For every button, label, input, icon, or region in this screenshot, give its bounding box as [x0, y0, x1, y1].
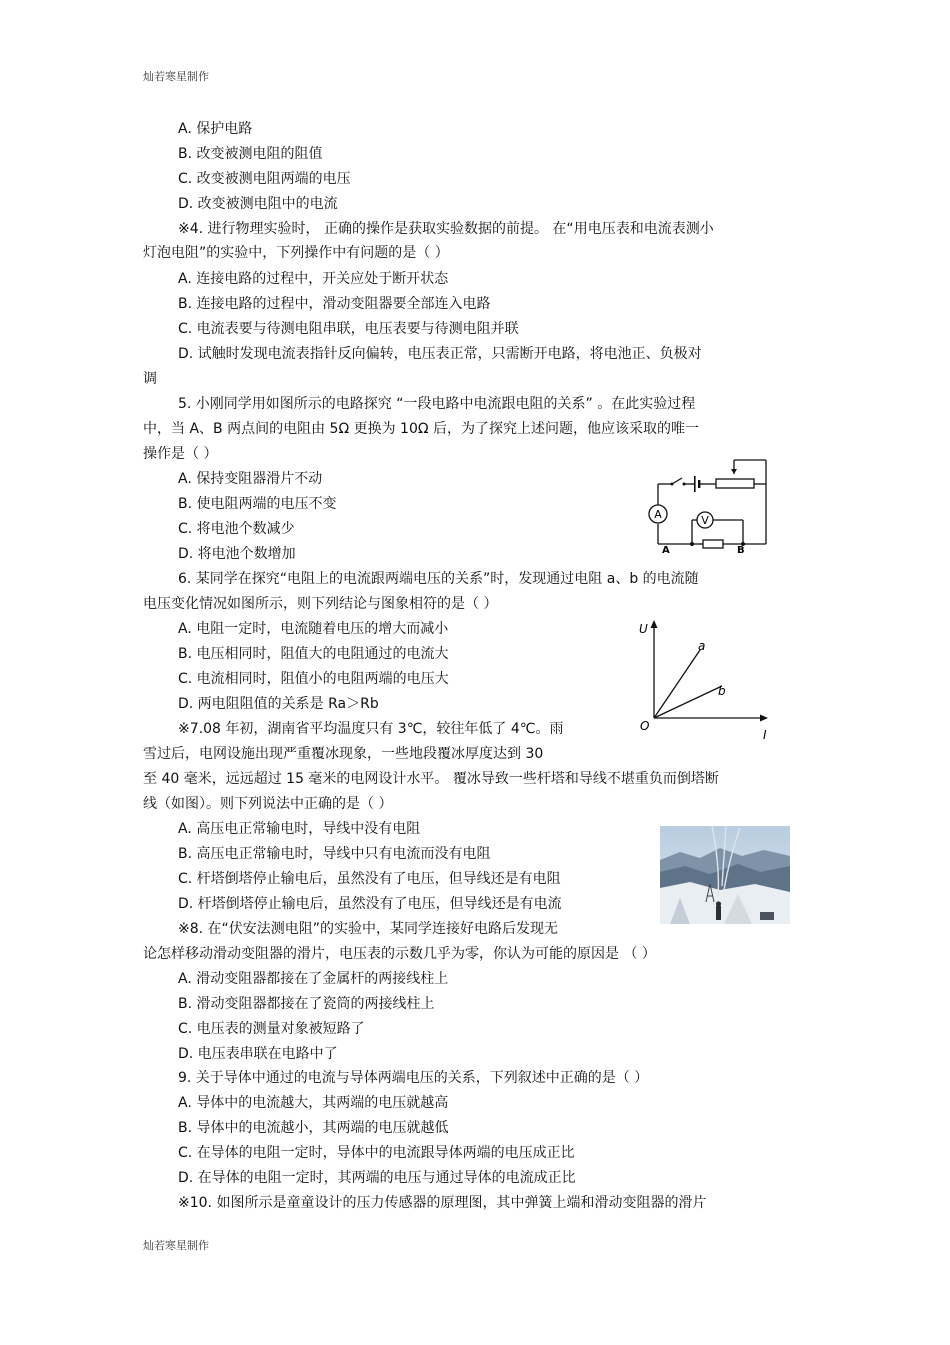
q9-option-d: D. 在导体的电阻一定时，其两端的电压与通过导体的电流成正比	[178, 1170, 576, 1186]
q5-stem-cont2: 操作是（ ）	[143, 446, 218, 462]
q6-option-d: D. 两电阻阻值的关系是 Ra＞Rb	[178, 696, 379, 712]
q6-stem: 6. 某同学在探究“电阻上的电流跟两端电压的关系”时，发现通过电阻 a、b 的电流随	[178, 571, 699, 587]
iced-tower-photo	[660, 826, 790, 924]
q7-option-d: D. 杆塔倒塔停止输电后，虽然没有了电压，但导线还是有电流	[178, 896, 562, 912]
q9-stem: 9. 关于导体中通过的电流与导体两端电压的关系，下列叙述中正确的是（ ）	[178, 1070, 649, 1086]
line-a-label: a	[698, 639, 706, 653]
q7-stem: ※7.08 年初，湖南省平均温度只有 3℃，较往年低了 4℃。雨	[178, 721, 564, 737]
q7-option-b: B. 高压电正常输电时，导线中只有电流而没有电阻	[178, 846, 491, 862]
q7-option-a: A. 高压电正常输电时，导线中没有电阻	[178, 821, 421, 837]
q8-stem-cont: 论怎样移动滑动变阻器的滑片，电压表的示数几乎为零，你认为可能的原因是 （ ）	[143, 946, 656, 962]
q6-stem-cont: 电压变化情况如图所示，则下列结论与图象相符的是（ ）	[143, 596, 498, 612]
circuit-diagram	[636, 455, 776, 555]
origin-label: O	[640, 719, 650, 733]
q8-stem: ※8. 在“伏安法测电阻”的实验中，某同学连接好电路后发现无	[178, 921, 559, 937]
q7-stem-cont: 雪过后，电网设施出现严重覆冰现象，一些地段覆冰厚度达到 30	[143, 746, 544, 762]
q10-stem: ※10. 如图所示是童童设计的压力传感器的原理图，其中弹簧上端和滑动变阻器的滑片	[178, 1195, 707, 1211]
q7-stem-cont2: 至 40 毫米，远远超过 15 毫米的电网设计水平。 覆冰导致一些杆塔和导线不堪重负而倒塔断	[143, 771, 719, 787]
q6-option-c: C. 电流相同时，阻值小的电阻两端的电压大	[178, 671, 449, 687]
voltmeter-label: V	[701, 514, 709, 527]
q4-option-a: A. 连接电路的过程中，开关应处于断开状态	[178, 271, 449, 287]
q9-option-b: B. 导体中的电流越小，其两端的电压就越低	[178, 1120, 449, 1136]
q7-stem-cont3: 线（如图）。则下列说法中正确的是（ ）	[143, 796, 393, 812]
point-a-label: A	[662, 545, 670, 555]
q8-option-b: B. 滑动变阻器都接在了瓷筒的两接线柱上	[178, 996, 435, 1012]
q5-stem: 5. 小刚同学用如图所示的电路探究 “一段电路中电流跟电阻的关系” 。在此实验过程	[178, 396, 696, 412]
q5-option-a: A. 保持变阻器滑片不动	[178, 471, 323, 487]
page-header: 灿若寒星制作	[143, 70, 209, 83]
q5-option-c: C. 将电池个数减少	[178, 521, 295, 537]
q8-option-a: A. 滑动变阻器都接在了金属杆的两接线柱上	[178, 971, 449, 987]
q3-option-a: A. 保护电路	[178, 121, 253, 137]
q3-option-b: B. 改变被测电阻的阻值	[178, 146, 323, 162]
q5-option-b: B. 使电阻两端的电压不变	[178, 496, 337, 512]
ui-graph	[636, 616, 776, 744]
q4-stem-cont: 灯泡电阻”的实验中，下列操作中有问题的是（ ）	[143, 245, 449, 261]
q5-stem-cont: 中，当 A、B 两点间的电阻由 5Ω 更换为 10Ω 后，为了探究上述问题，他应该采取的唯一	[143, 421, 699, 437]
q4-stem: ※4. 进行物理实验时， 正确的操作是获取实验数据的前提。 在“用电压表和电流表测小	[178, 221, 714, 237]
ammeter-label: A	[654, 508, 662, 521]
q7-option-c: C. 杆塔倒塔停止输电后，虽然没有了电压，但导线还是有电阻	[178, 871, 561, 887]
q9-option-a: A. 导体中的电流越大，其两端的电压就越高	[178, 1095, 449, 1111]
q6-option-a: A. 电阻一定时，电流随着电压的增大而减小	[178, 621, 449, 637]
q8-option-c: C. 电压表的测量对象被短路了	[178, 1021, 365, 1037]
q4-option-b: B. 连接电路的过程中，滑动变阻器要全部连入电路	[178, 296, 491, 312]
y-axis-label: U	[639, 622, 648, 636]
q9-option-c: C. 在导体的电阻一定时，导体中的电流跟导体两端的电压成正比	[178, 1145, 575, 1161]
page-footer: 灿若寒星制作	[143, 1239, 209, 1252]
q8-option-d: D. 电压表串联在电路中了	[178, 1046, 338, 1062]
q3-option-c: C. 改变被测电阻两端的电压	[178, 171, 351, 187]
line-b-label: b	[718, 684, 726, 698]
point-b-label: B	[737, 545, 745, 555]
q4-option-d-cont: 调	[143, 371, 157, 387]
q4-option-d: D. 试触时发现电流表指针反向偏转，电压表正常，只需断开电路，将电池正、负极对	[178, 346, 702, 362]
q6-option-b: B. 电压相同时，阻值大的电阻通过的电流大	[178, 646, 449, 662]
q5-option-d: D. 将电池个数增加	[178, 546, 296, 562]
q4-option-c: C. 电流表要与待测电阻串联，电压表要与待测电阻并联	[178, 321, 519, 337]
x-axis-label: I	[763, 728, 767, 742]
q3-option-d: D. 改变被测电阻中的电流	[178, 196, 338, 212]
